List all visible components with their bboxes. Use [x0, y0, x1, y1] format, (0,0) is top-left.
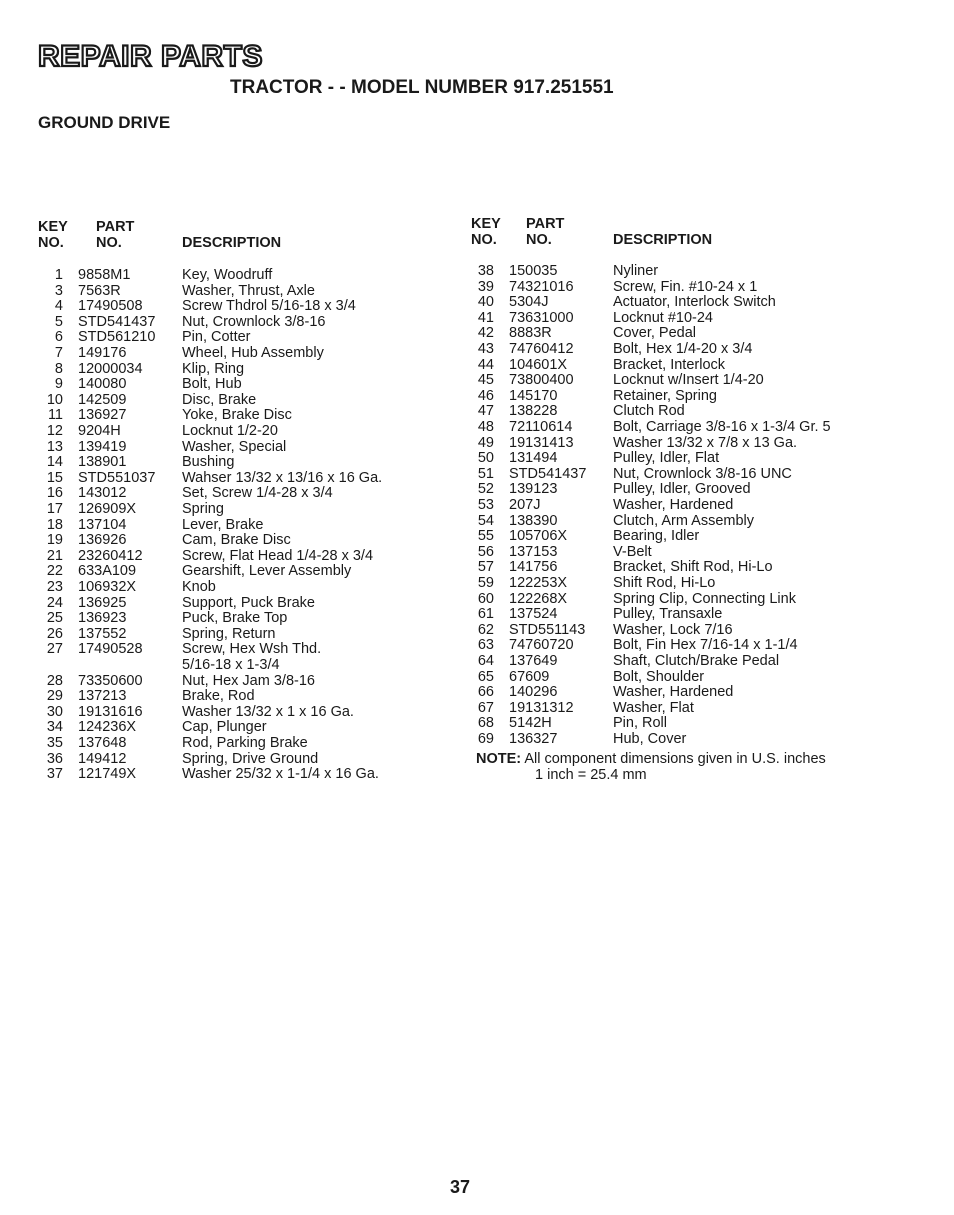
- right-part-header-line1: PART: [526, 216, 565, 232]
- part-description: Brake, Rod: [182, 688, 255, 705]
- left-part-header-line1: PART: [96, 219, 135, 235]
- key-number: 38: [477, 263, 494, 279]
- part-number: 122268X: [509, 590, 568, 607]
- key-number: 23: [46, 579, 63, 595]
- right-key-header-line2: NO.: [471, 232, 497, 248]
- part-description: Support, Puck Brake: [182, 594, 315, 611]
- part-number: 136927: [78, 407, 127, 424]
- part-description: Spring: [182, 501, 224, 517]
- key-number: 50: [477, 450, 494, 467]
- part-description: Pulley, Idler, Flat: [613, 450, 720, 467]
- part-description: Key, Woodruff: [182, 267, 273, 283]
- right-description-header: DESCRIPTION: [613, 232, 713, 248]
- part-description: Set, Screw 1/4-28 x 3/4: [182, 485, 333, 502]
- key-number: 16: [46, 485, 63, 502]
- key-number: 57: [477, 559, 494, 576]
- model-subtitle: TRACTOR - - MODEL NUMBER 917.251551: [230, 77, 614, 98]
- part-description: Locknut #10-24: [613, 309, 713, 326]
- part-description: Clutch Rod: [613, 403, 685, 420]
- part-number: STD541437: [509, 465, 587, 482]
- part-number: 137104: [78, 516, 127, 533]
- part-description: Bolt, Hub: [182, 376, 242, 393]
- part-description: Washer, Hardened: [613, 684, 734, 701]
- part-number: 138901: [78, 454, 127, 471]
- part-description: V-Belt: [613, 543, 652, 560]
- part-description: Cover, Pedal: [613, 325, 697, 342]
- part-number: 73631000: [509, 309, 574, 326]
- part-description: Pulley, Idler, Grooved: [613, 481, 751, 498]
- left-description-header: DESCRIPTION: [182, 235, 282, 251]
- key-number: 9: [54, 376, 63, 393]
- part-number: 74760412: [509, 341, 574, 357]
- key-number: 12: [46, 423, 63, 439]
- part-description: Screw Thdrol 5/16-18 x 3/4: [182, 298, 356, 315]
- part-number: 140296: [509, 684, 558, 701]
- part-number: 145170: [509, 387, 558, 404]
- part-number: 137648: [78, 735, 127, 751]
- part-number: STD551037: [78, 469, 156, 486]
- part-description: Hub, Cover: [613, 731, 687, 747]
- part-number: 74321016: [509, 278, 574, 295]
- key-number: 35: [46, 735, 63, 751]
- part-number: 207J: [509, 497, 541, 513]
- key-number: 6: [54, 329, 63, 346]
- note-text-line2: 1 inch = 25.4 mm: [535, 767, 647, 783]
- part-number: 67609: [509, 668, 550, 685]
- part-description: Cap, Plunger: [182, 719, 267, 736]
- part-number: 72110614: [509, 419, 573, 435]
- part-number: 137213: [78, 688, 127, 705]
- part-description: Washer, Lock 7/16: [613, 621, 733, 638]
- part-description: Yoke, Brake Disc: [182, 407, 292, 424]
- key-number: 47: [477, 403, 494, 420]
- left-key-header-line2: NO.: [38, 235, 64, 251]
- part-number: 17490508: [78, 298, 143, 315]
- key-number: 25: [46, 610, 63, 627]
- key-number: 5: [54, 313, 63, 330]
- key-number: 56: [477, 543, 494, 560]
- note-label: NOTE:: [476, 751, 522, 767]
- key-number: 36: [46, 750, 63, 767]
- key-number: 49: [477, 434, 494, 451]
- key-number: 60: [477, 590, 494, 607]
- part-description: Locknut 1/2-20: [182, 423, 278, 439]
- part-number: 149176: [78, 345, 127, 361]
- section-heading: GROUND DRIVE: [38, 113, 171, 132]
- part-number: 124236X: [78, 719, 137, 736]
- part-description: Rod, Parking Brake: [182, 735, 308, 751]
- key-number: 46: [477, 387, 494, 404]
- part-number: 139419: [78, 438, 127, 455]
- part-description: Screw, Hex Wsh Thd.: [182, 641, 322, 658]
- part-number: STD541437: [78, 313, 156, 330]
- part-description: Washer, Flat: [613, 699, 694, 716]
- part-description: Puck, Brake Top: [182, 610, 288, 627]
- part-number: 131494: [509, 450, 558, 467]
- key-number: 30: [46, 703, 63, 720]
- key-number: 55: [477, 528, 494, 545]
- key-number: 11: [47, 407, 63, 424]
- key-number: 13: [46, 438, 63, 455]
- key-number: 59: [477, 575, 494, 591]
- key-number: 67: [477, 699, 494, 716]
- key-number: 54: [477, 512, 494, 529]
- part-description: Screw, Fin. #10-24 x 1: [613, 278, 758, 295]
- part-number: 137649: [509, 653, 558, 669]
- page-number: 37: [450, 1177, 471, 1197]
- key-number: 24: [46, 594, 63, 611]
- part-number: 126909X: [78, 501, 137, 517]
- key-number: 45: [477, 372, 494, 389]
- part-number: 139123: [509, 481, 558, 498]
- part-number: 5304J: [509, 294, 549, 311]
- part-number: 140080: [78, 376, 127, 393]
- part-description: Washer, Hardened: [613, 497, 734, 513]
- part-number: 121749X: [78, 766, 137, 783]
- part-number: 149412: [78, 750, 127, 767]
- part-description: Screw, Flat Head 1/4-28 x 3/4: [182, 547, 374, 564]
- key-number: 37: [46, 766, 63, 783]
- part-number: 142509: [78, 391, 127, 408]
- key-number: 19: [46, 532, 63, 549]
- key-number: 51: [477, 465, 494, 482]
- part-description: Bearing, Idler: [613, 528, 700, 545]
- key-number: 44: [477, 356, 494, 373]
- part-number: 7563R: [78, 282, 121, 299]
- part-number: 23260412: [78, 547, 143, 564]
- part-description: Spring, Drive Ground: [182, 750, 319, 767]
- key-number: 26: [46, 625, 63, 642]
- part-number: 9858M1: [78, 267, 131, 283]
- part-number: 122253X: [509, 575, 568, 591]
- key-number: 68: [477, 715, 494, 732]
- key-number: 21: [46, 547, 63, 564]
- part-description: Knob: [182, 579, 216, 595]
- key-number: 29: [46, 688, 63, 705]
- key-number: 61: [477, 606, 494, 623]
- part-number: 138390: [509, 512, 558, 529]
- key-number: 69: [477, 731, 494, 747]
- part-number: 73350600: [78, 672, 143, 689]
- key-number: 63: [477, 637, 494, 654]
- right-key-header-line1: KEY: [471, 216, 501, 232]
- part-description: Retainer, Spring: [613, 387, 717, 404]
- part-description: Bracket, Shift Rod, Hi-Lo: [613, 559, 773, 576]
- key-number: 28: [46, 672, 63, 689]
- part-description: Locknut w/Insert 1/4-20: [613, 372, 764, 389]
- part-description: Bolt, Carriage 3/8-16 x 1-3/4 Gr. 5: [613, 419, 831, 435]
- part-description: Shift Rod, Hi-Lo: [613, 575, 716, 591]
- key-number: 4: [54, 298, 63, 315]
- part-description: Gearshift, Lever Assembly: [182, 563, 352, 580]
- part-description: Bolt, Fin Hex 7/16-14 x 1-1/4: [613, 637, 798, 654]
- part-number: 12000034: [78, 360, 143, 377]
- part-number: 19131413: [509, 434, 574, 451]
- part-description: Shaft, Clutch/Brake Pedal: [613, 653, 780, 669]
- part-description: Pulley, Transaxle: [613, 606, 723, 623]
- key-number: 18: [46, 516, 63, 533]
- key-number: 3: [54, 282, 63, 299]
- key-number: 10: [46, 391, 63, 408]
- part-description: 5/16-18 x 1-3/4: [182, 657, 280, 673]
- key-number: 64: [477, 653, 494, 669]
- part-number: 17490528: [78, 641, 143, 658]
- part-number: 633A109: [78, 563, 137, 580]
- key-number: 65: [477, 668, 494, 685]
- part-number: 137552: [78, 625, 127, 642]
- part-number: 141756: [509, 559, 558, 576]
- key-number: 27: [46, 641, 63, 658]
- key-number: 66: [477, 684, 494, 701]
- key-number: 17: [46, 501, 63, 517]
- part-description: Pin, Roll: [613, 715, 667, 732]
- part-number: 9204H: [78, 423, 121, 439]
- part-number: 8883R: [509, 325, 552, 342]
- key-number: 53: [477, 497, 494, 513]
- key-number: 52: [477, 481, 494, 498]
- part-number: 74760720: [509, 637, 574, 654]
- part-number: 150035: [509, 263, 558, 279]
- part-number: 19131312: [509, 699, 574, 716]
- part-description: Washer 13/32 x 1 x 16 Ga.: [182, 703, 354, 720]
- part-number: 104601X: [509, 356, 568, 373]
- part-number: 136327: [509, 731, 558, 747]
- key-number: 34: [46, 719, 63, 736]
- part-number: 136926: [78, 532, 127, 549]
- page-title: REPAIR PARTS: [38, 40, 263, 73]
- part-number: 137153: [509, 543, 558, 560]
- part-description: Clutch, Arm Assembly: [613, 512, 755, 529]
- key-number: 22: [46, 563, 63, 580]
- part-description: Washer 13/32 x 7/8 x 13 Ga.: [613, 434, 798, 451]
- part-description: Bushing: [182, 454, 235, 471]
- key-number: 1: [54, 267, 63, 283]
- part-description: Spring Clip, Connecting Link: [613, 590, 796, 607]
- part-description: Disc, Brake: [182, 391, 257, 408]
- key-number: 15: [46, 469, 63, 486]
- part-number: STD551143: [509, 621, 586, 638]
- part-description: Bolt, Shoulder: [613, 668, 705, 685]
- part-description: Nut, Crownlock 3/8-16 UNC: [613, 465, 792, 482]
- note-text-line1: All component dimensions given in U.S. inches: [524, 751, 826, 767]
- key-number: 8: [54, 360, 63, 377]
- part-description: Wahser 13/32 x 13/16 x 16 Ga.: [182, 469, 383, 486]
- part-number: 138228: [509, 403, 558, 420]
- part-description: Bracket, Interlock: [613, 356, 726, 373]
- part-description: Spring, Return: [182, 625, 276, 642]
- part-description: Pin, Cotter: [182, 329, 251, 346]
- part-description: Bolt, Hex 1/4-20 x 3/4: [613, 341, 753, 357]
- part-number: 137524: [509, 606, 558, 623]
- key-number: 40: [477, 294, 494, 311]
- part-number: STD561210: [78, 329, 156, 346]
- left-part-header-line2: NO.: [96, 235, 122, 251]
- right-part-header-line2: NO.: [526, 232, 552, 248]
- part-description: Wheel, Hub Assembly: [182, 345, 324, 361]
- key-number: 42: [477, 325, 494, 342]
- key-number: 43: [477, 341, 494, 357]
- part-description: Nyliner: [613, 263, 659, 279]
- part-number: 19131616: [78, 703, 143, 720]
- key-number: 48: [477, 419, 494, 435]
- key-number: 7: [54, 345, 63, 361]
- part-description: Lever, Brake: [182, 516, 264, 533]
- key-number: 41: [477, 309, 494, 326]
- part-number: 143012: [78, 485, 127, 502]
- part-number: 5142H: [509, 715, 552, 732]
- part-number: 73800400: [509, 372, 574, 389]
- key-number: 14: [46, 454, 63, 471]
- part-number: 136925: [78, 594, 127, 611]
- part-description: Nut, Crownlock 3/8-16: [182, 313, 326, 330]
- part-description: Nut, Hex Jam 3/8-16: [182, 672, 315, 689]
- part-description: Washer 25/32 x 1-1/4 x 16 Ga.: [182, 766, 379, 783]
- key-number: 39: [477, 278, 494, 295]
- part-description: Washer, Special: [182, 438, 287, 455]
- part-number: 136923: [78, 610, 127, 627]
- part-number: 105706X: [509, 528, 568, 545]
- key-number: 62: [477, 621, 494, 638]
- part-description: Klip, Ring: [182, 360, 245, 377]
- part-description: Cam, Brake Disc: [182, 532, 291, 549]
- left-key-header-line1: KEY: [38, 219, 68, 235]
- part-number: 106932X: [78, 579, 137, 595]
- part-description: Washer, Thrust, Axle: [182, 282, 315, 299]
- part-description: Actuator, Interlock Switch: [613, 294, 776, 311]
